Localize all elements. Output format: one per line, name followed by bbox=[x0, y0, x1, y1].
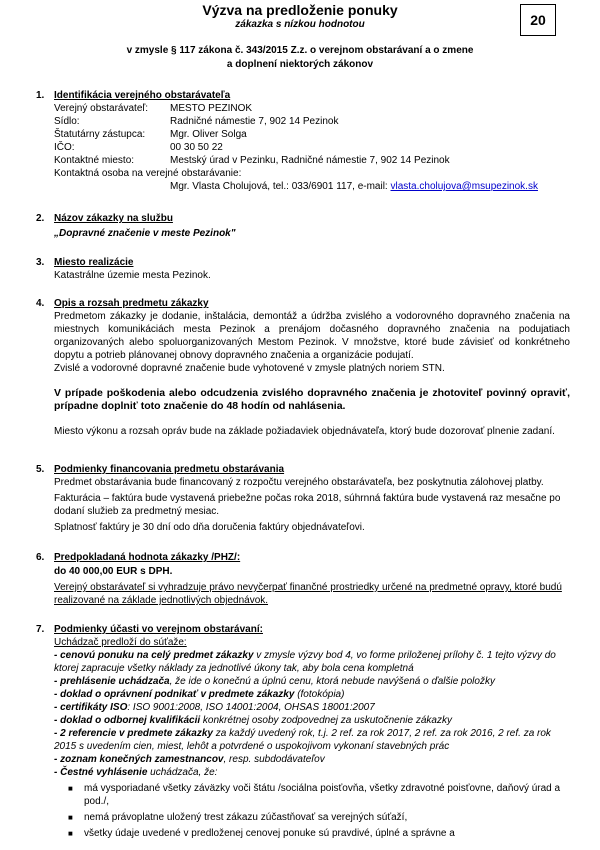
requirements-intro: Uchádzač predloží do súťaže: bbox=[54, 637, 187, 648]
requirement-item: - zoznam konečných zamestnancov, resp. subdodávateľov bbox=[54, 754, 325, 765]
section-number: 5. bbox=[36, 464, 45, 475]
requirement-item: - doklad o oprávnení podnikať v predmete zákazky (fotokópia) bbox=[54, 689, 345, 700]
section-heading: Názov zákazky na službu bbox=[54, 213, 173, 224]
declaration-bullet: ■ má vysporiadané všetky záväzky voči štátu /sociálna poisťovňa, všetky zdravotné poisťovne, daňový úrad a pod./, bbox=[68, 783, 561, 807]
description-paragraph: Predmetom zákazky je dodanie, inštalácia, demontáž a údržba zvislého a vodorovného dopravného značenia na miestnych komunikáciách mesta Pezinok a prenájom dočasného dopravného značenia na podujatiach organizovaných alebo spoluorganizovaných Mestom Pezinok. V množstve, ktoré bude závisieť od konkrétneho dopytu a potrieb plánovanej obnovy dopravného značenia a organizácie podujatí. bbox=[54, 311, 570, 361]
bullet-icon: ■ bbox=[68, 813, 73, 822]
contract-name: „Dopravné značenie v meste Pezinok" bbox=[54, 228, 236, 239]
requirement-item: - 2 referencie v predmete zákazky za každý uvedený rok, t.j. 2 ref. za rok 2017, 2 ref. za rok 2016, 2 ref. za rok 2015 s uvedením cien, miest, lehôt a potvrdené o uspokojivom vykonaní stavebných prác bbox=[54, 728, 551, 752]
description-paragraph: Zvislé a vodorovné dopravné značenie bude vyhotovené v zmysle platných noriem STN. bbox=[54, 363, 445, 374]
estimated-value: do 40 000,00 EUR s DPH. bbox=[54, 566, 173, 577]
section-number: 1. bbox=[36, 90, 45, 101]
info-row: Verejný obstarávateľ: MESTO PEZINOK bbox=[54, 103, 253, 114]
bullet-icon: ■ bbox=[68, 829, 73, 838]
document-subtitle: zákazka s nízkou hodnotou bbox=[235, 19, 365, 30]
financing-paragraph: Predmet obstarávania bude financovaný z rozpočtu verejného obstarávateľa, bez poskytnutia zálohovej platby. bbox=[54, 477, 544, 488]
section-heading: Podmienky účasti vo verejnom obstarávaní: bbox=[54, 624, 263, 635]
section-heading: Miesto realizácie bbox=[54, 257, 134, 268]
financing-paragraph: Fakturácia – faktúra bude vystavená priebežne počas roka 2018, súhrnná faktúra bude vystavená raz mesačne po dodaní služieb za predmetný mesiac. bbox=[54, 493, 561, 517]
email-link[interactable]: vlasta.cholujova@msupezinok.sk bbox=[390, 181, 538, 192]
reservation-note: Verejný obstarávateľ si vyhradzuje právo nevyčerpať finančné prostriedky určené na predmetné opravy, ktoré budú realizované na základe jednotlivých objednávok. bbox=[54, 582, 562, 606]
repair-obligation: V prípade poškodenia alebo odcudzenia zvislého dopravného značenia je zhotoviteľ povinný opraviť, prípadne doplniť toto značenie do 48 hodín od nahlásenia. bbox=[54, 387, 570, 412]
contact-person: Mgr. Vlasta Cholujová, tel.: 033/6901 117, e-mail: vlasta.cholujova@msupezinok.sk bbox=[170, 181, 538, 192]
financing-paragraph: Splatnosť faktúry je 30 dní odo dňa doručenia faktúry objednávateľovi. bbox=[54, 522, 365, 533]
requirement-item: - doklad o odbornej kvalifikácii konkrétnej osoby zodpovednej za uskutočnenie zákazky bbox=[54, 715, 452, 726]
legal-reference bbox=[0, 44, 600, 72]
document-number-box: 20 bbox=[520, 4, 556, 36]
requirement-item: - Čestné vyhlásenie uchádzača, že: bbox=[54, 767, 218, 778]
section-number: 3. bbox=[36, 257, 45, 268]
contact-person-label: Kontaktná osoba na verejné obstarávanie: bbox=[54, 168, 242, 179]
description-paragraph: Miesto výkonu a rozsah opráv bude na základe požiadaviek objednávateľa, ktorý bude dozorovať plnenie zadaní. bbox=[54, 426, 555, 437]
section-number: 7. bbox=[36, 624, 45, 635]
requirement-item: - certifikáty ISO: ISO 9001:2008, ISO 14001:2004, OHSAS 18001:2007 bbox=[54, 702, 375, 713]
document-title: Výzva na predloženie ponuky bbox=[202, 2, 398, 18]
legal-line-2: a doplnení niektorých zákonov bbox=[226, 59, 374, 70]
section-heading: Podmienky financovania predmetu obstarávania bbox=[54, 464, 285, 475]
legal-line-1: v zmysle § 117 zákona č. 343/2015 Z.z. o verejnom obstarávaní a o zmene bbox=[126, 45, 474, 56]
info-row: Kontaktné miesto: Mestský úrad v Pezinku, Radničné námestie 7, 902 14 Pezinok bbox=[54, 155, 450, 166]
section-number: 6. bbox=[36, 552, 45, 563]
bullet-icon: ■ bbox=[68, 784, 73, 793]
requirement-item: - cenovú ponuku na celý predmet zákazky v zmysle výzvy bod 4, vo forme priloženej prílohy č. 1 tejto výzvy do ktorej zapracuje všetky náklady za jednotlivé úkony tak, aby bola cena kompletná bbox=[54, 650, 556, 674]
section-heading: Opis a rozsah predmetu zákazky bbox=[54, 298, 209, 309]
declaration-bullet: ■ všetky údaje uvedené v predloženej cenovej ponuke sú pravdivé, úplné a správne a bbox=[68, 828, 455, 839]
section-number: 4. bbox=[36, 298, 45, 309]
info-row: Sídlo: Radničné námestie 7, 902 14 Pezinok bbox=[54, 116, 339, 127]
section-number: 2. bbox=[36, 213, 45, 224]
section-heading: Predpokladaná hodnota zákazky /PHZ/: bbox=[54, 552, 241, 563]
section-heading: Identifikácia verejného obstarávateľa bbox=[54, 90, 231, 101]
declaration-bullet: ■ nemá právoplatne uložený trest zákazu zúčastňovať sa verejných súťaží, bbox=[68, 812, 408, 823]
info-row: IČO: 00 30 50 22 bbox=[54, 142, 223, 153]
location-text: Katastrálne územie mesta Pezinok. bbox=[54, 270, 211, 281]
info-row: Štatutárny zástupca: Mgr. Oliver Solga bbox=[54, 129, 247, 140]
requirement-item: - prehlásenie uchádzača, že ide o konečnú a úplnú cenu, ktorá nebude navýšená o ďalšie položky bbox=[54, 676, 495, 687]
